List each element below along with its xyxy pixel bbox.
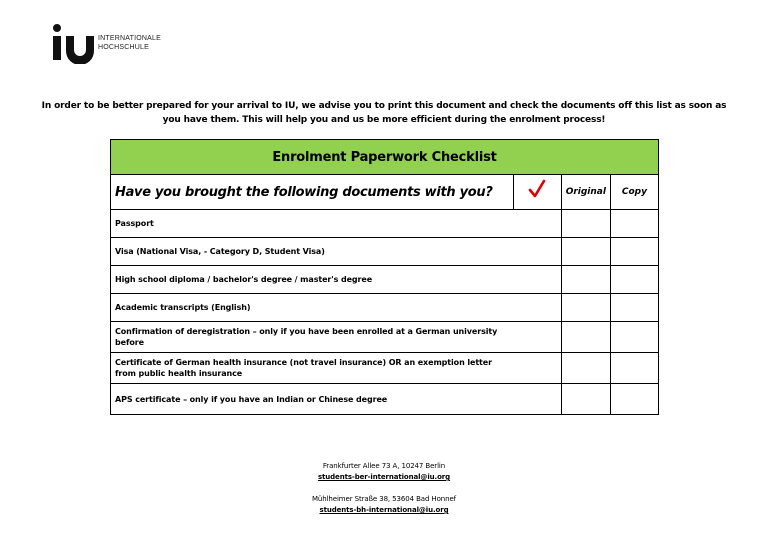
check-column-header bbox=[513, 175, 561, 210]
original-checkbox-cell[interactable] bbox=[561, 322, 610, 353]
copy-checkbox-cell[interactable] bbox=[610, 294, 658, 322]
checklist-table bbox=[110, 139, 659, 415]
checklist-row-passport bbox=[111, 210, 659, 238]
checklist-question: Have you brought the following documents with you? bbox=[111, 175, 514, 210]
checklist-row-aps bbox=[111, 384, 659, 415]
logo-wordmark bbox=[98, 34, 161, 52]
checkmark-icon bbox=[527, 178, 547, 200]
checklist-item-label: High school diploma / bachelor's degree / master's degree bbox=[111, 266, 562, 294]
address-berlin: Frankfurter Allee 73 A, 10247 Berlin bbox=[322, 462, 446, 470]
intro-paragraph: In order to be better prepared for your arrival to IU, we advise you to print this document and check the documents off this list as soon as you have them. This will help you and us be more efficient during the enrolment process! bbox=[41, 101, 727, 125]
original-checkbox-cell[interactable] bbox=[561, 384, 610, 415]
checklist-item-label: Confirmation of deregistration – only if you have been enrolled at a German university before bbox=[111, 322, 562, 353]
checklist-item-label: Academic transcripts (English) bbox=[111, 294, 562, 322]
iu-logo bbox=[52, 22, 192, 64]
original-checkbox-cell[interactable] bbox=[561, 353, 610, 384]
copy-checkbox-cell[interactable] bbox=[610, 384, 658, 415]
address-bad-honnef: Mühlheimer Straße 38, 53604 Bad Honnef bbox=[311, 495, 457, 503]
checklist-header-row bbox=[111, 175, 659, 210]
checklist-item-label: Visa (National Visa, - Category D, Student Visa) bbox=[111, 238, 562, 266]
checklist-item-label: Passport bbox=[111, 210, 562, 238]
original-column-header: Original bbox=[561, 175, 610, 210]
checklist-row-health-insurance bbox=[111, 353, 659, 384]
footer-bad-honnef bbox=[234, 494, 534, 516]
copy-checkbox-cell[interactable] bbox=[610, 353, 658, 384]
checklist-title: Enrolment Paperwork Checklist bbox=[111, 140, 659, 175]
logo-line-2: HOCHSCHULE bbox=[98, 44, 150, 51]
copy-checkbox-cell[interactable] bbox=[610, 210, 658, 238]
original-checkbox-cell[interactable] bbox=[561, 238, 610, 266]
original-checkbox-cell[interactable] bbox=[561, 266, 610, 294]
original-checkbox-cell[interactable] bbox=[561, 210, 610, 238]
email-link-berlin[interactable]: students-ber-international@iu.org bbox=[317, 473, 451, 481]
checklist-row-deregistration bbox=[111, 322, 659, 353]
checklist-item-label: Certificate of German health insurance (not travel insurance) OR an exemption letter from public health insurance bbox=[111, 353, 562, 384]
iu-logo-mark bbox=[52, 22, 94, 64]
checklist-item-label: APS certificate – only if you have an Indian or Chinese degree bbox=[111, 384, 562, 415]
checklist-row-transcripts bbox=[111, 294, 659, 322]
copy-column-header: Copy bbox=[610, 175, 658, 210]
email-link-bad-honnef[interactable]: students-bh-international@iu.org bbox=[319, 506, 449, 514]
copy-checkbox-cell[interactable] bbox=[610, 266, 658, 294]
checklist-title-row bbox=[111, 140, 659, 175]
footer-berlin bbox=[234, 461, 534, 483]
checklist-row-diploma bbox=[111, 266, 659, 294]
checklist-row-visa bbox=[111, 238, 659, 266]
copy-checkbox-cell[interactable] bbox=[610, 238, 658, 266]
copy-checkbox-cell[interactable] bbox=[610, 322, 658, 353]
logo-line-1: INTERNATIONALE bbox=[98, 35, 161, 42]
original-checkbox-cell[interactable] bbox=[561, 294, 610, 322]
